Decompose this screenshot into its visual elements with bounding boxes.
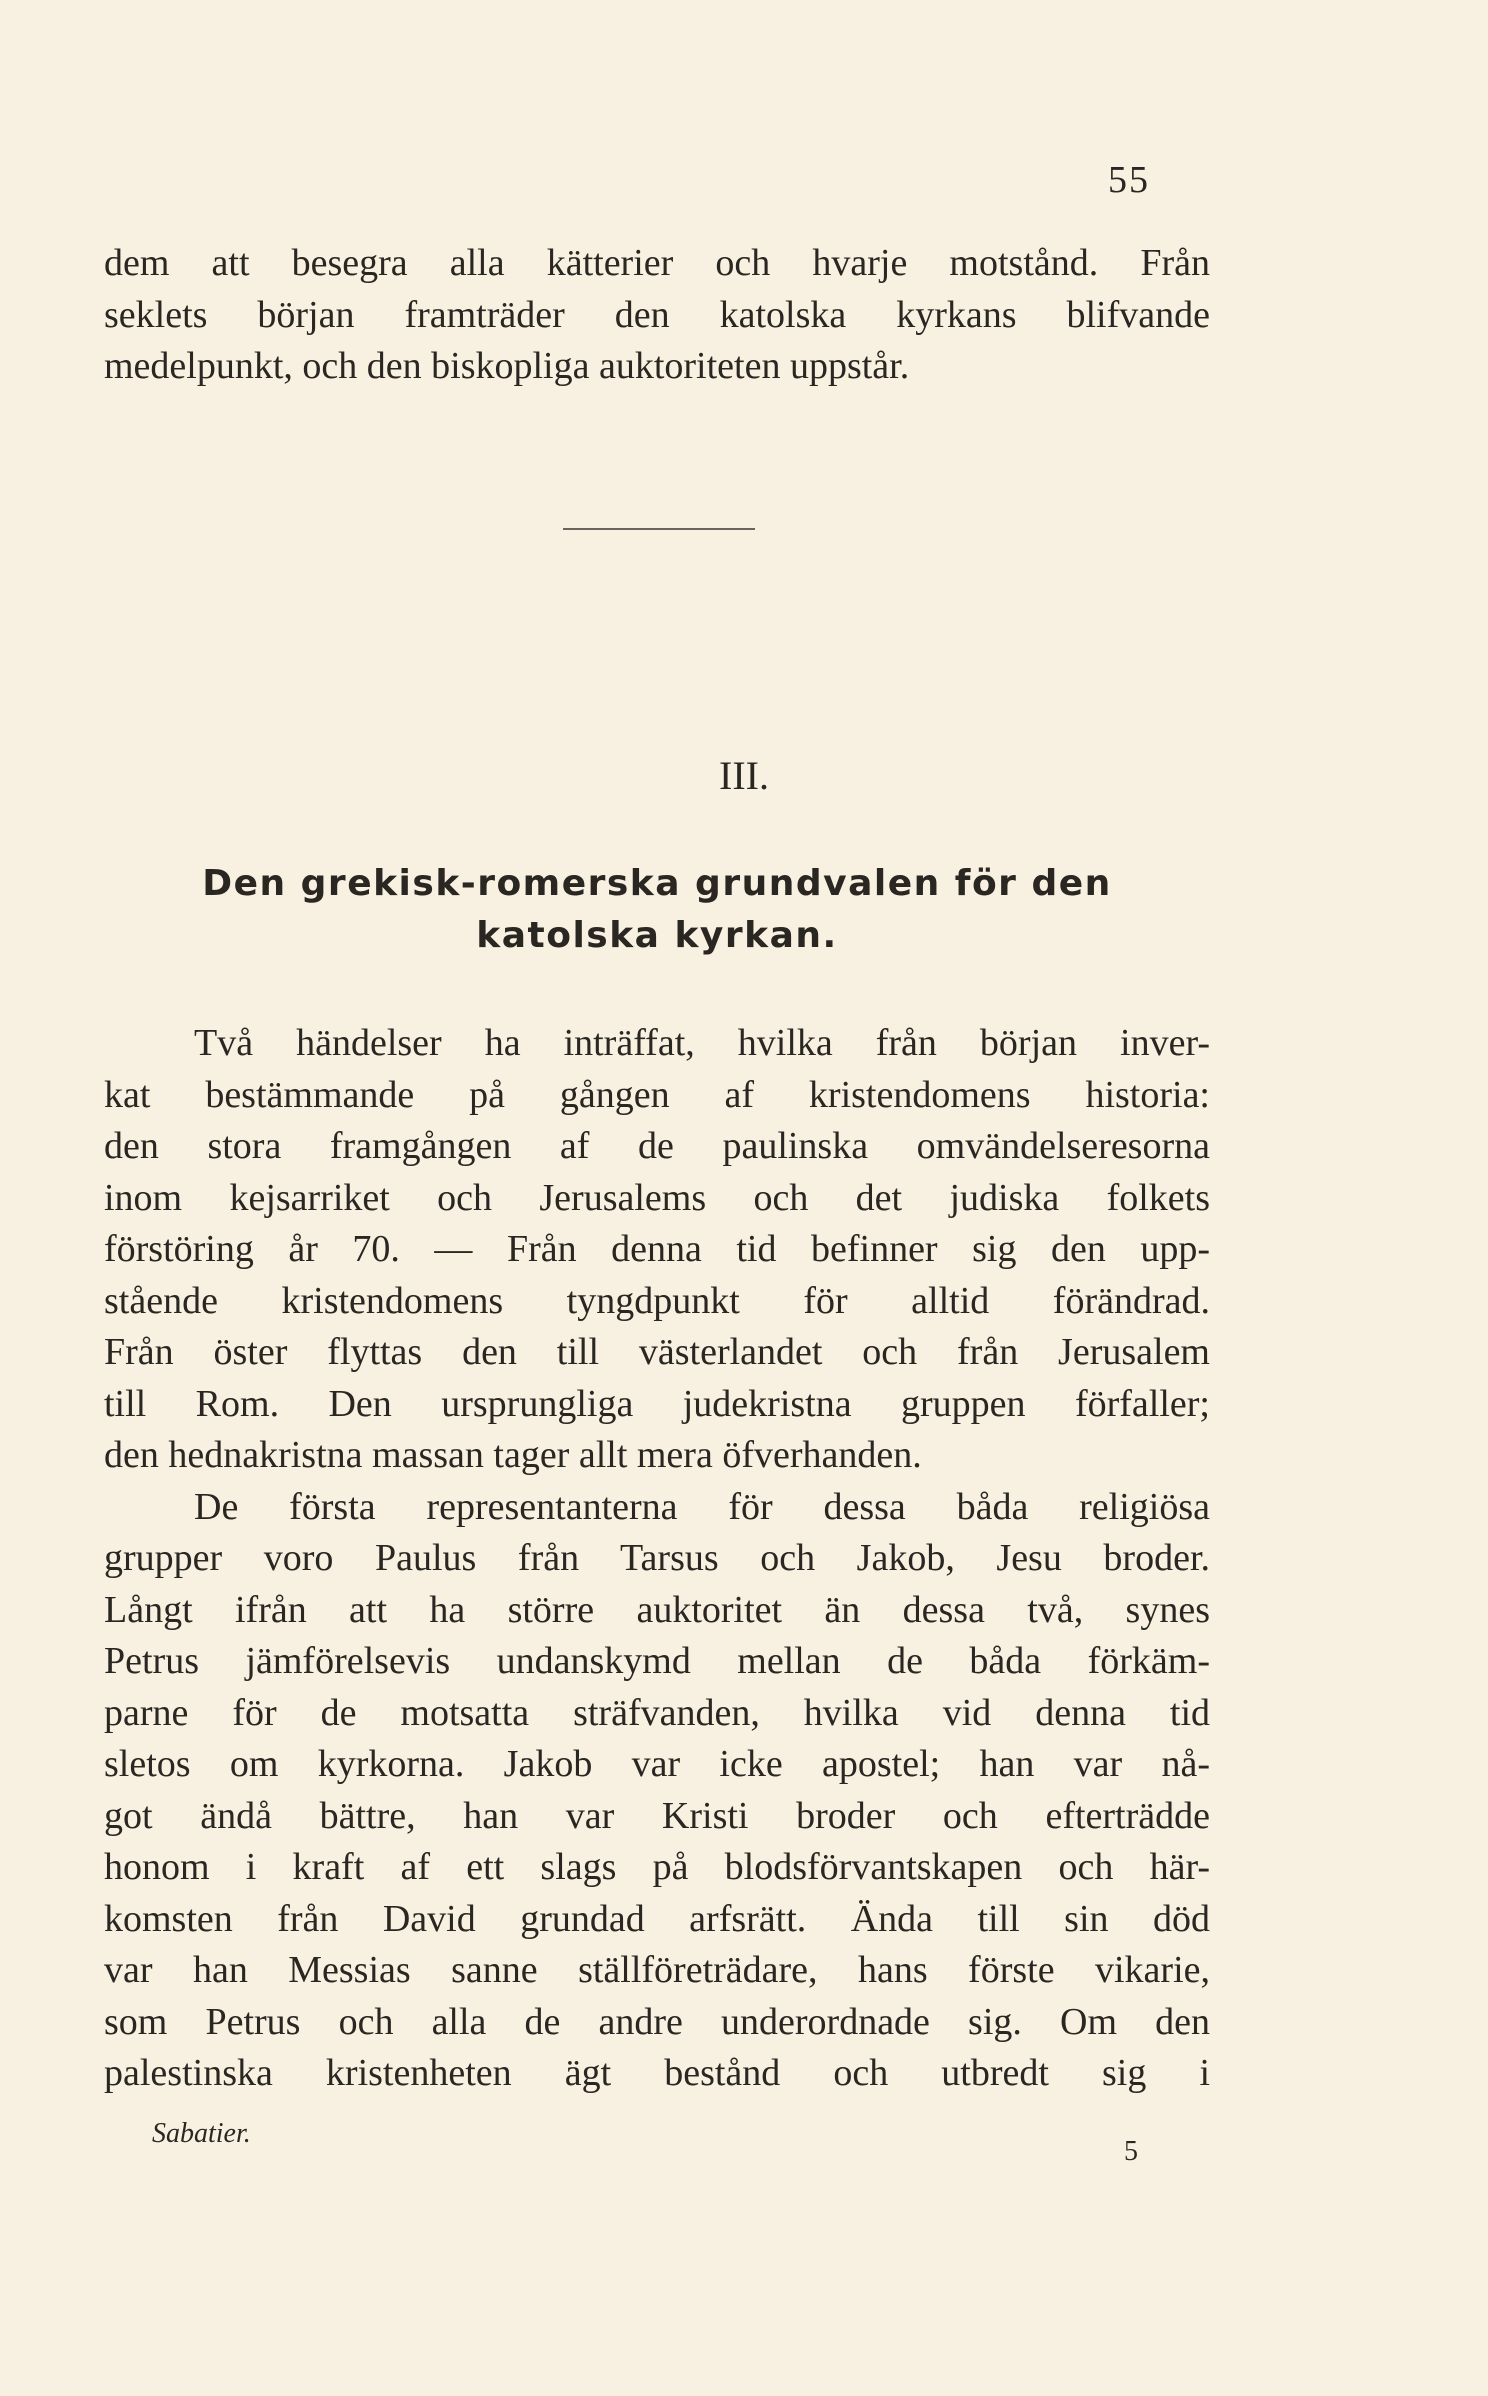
text-line: parne för de motsatta sträfvanden, hvilka vid denna tid [104, 1691, 1210, 1734]
section-title-line: Den grekisk-romerska grundvalen för den [202, 863, 1112, 904]
text-line: De första representanterna för dessa båda religiösa [194, 1485, 1210, 1528]
section-title [104, 858, 1210, 962]
text-line: förstöring år 70. — Från denna tid befinner sig den upp- [104, 1228, 1210, 1270]
text-line: seklets början framträder den katolska kyrkans blifvande [104, 293, 1210, 336]
body-text [104, 1018, 1210, 2100]
text-line: Två händelser ha inträffat, hvilka från början inver- [194, 1022, 1210, 1064]
section-number: III. [719, 753, 769, 798]
text-line: var han Messias sanne ställföreträdare, hans förste vikarie, [104, 1949, 1210, 1991]
text-line: till Rom. Den ursprungliga judekristna gruppen förfaller; [104, 1382, 1210, 1425]
text-line: sletos om kyrkorna. Jakob var icke apostel; han var nå- [104, 1743, 1210, 1785]
text-line: kat bestämmande på gången af kristendomens historia: [104, 1073, 1210, 1116]
text-line: medelpunkt, och den biskopliga auktoriteten uppstår. [104, 345, 910, 387]
text-line: got ändå bättre, han var Kristi broder och efterträdde [104, 1794, 1210, 1837]
text-line: stående kristendomens tyngdpunkt för alltid förändrad. [104, 1279, 1210, 1322]
text-line: Långt ifrån att ha större auktoritet än dessa två, synes [104, 1588, 1210, 1631]
section-divider [563, 528, 755, 530]
text-line: dem att besegra alla kätterier och hvarje motstånd. Från [104, 242, 1210, 284]
text-line: inom kejsarriket och Jerusalems och det judiska folkets [104, 1176, 1210, 1219]
text-line: honom i kraft af ett slags på blodsförvantskapen och här- [104, 1846, 1210, 1888]
text-line: komsten från David grundad arfsrätt. Ända till sin död [104, 1897, 1210, 1940]
page-number: 55 [1108, 159, 1150, 201]
footer-signature: Sabatier. [152, 2118, 251, 2149]
text-line: Från öster flyttas den till västerlandet och från Jerusalem [104, 1331, 1210, 1373]
text-line: palestinska kristenheten ägt bestånd och utbredt sig i [104, 2052, 1210, 2094]
text-line: grupper voro Paulus från Tarsus och Jakob, Jesu broder. [104, 1537, 1210, 1579]
footer-sheet-number: 5 [1124, 2136, 1138, 2167]
text-line: den stora framgången af de paulinska omvändelseresorna [104, 1125, 1210, 1167]
text-line: Petrus jämförelsevis undanskymd mellan de båda förkäm- [104, 1640, 1210, 1682]
intro-paragraph [104, 238, 1210, 393]
text-line: som Petrus och alla de andre underordnade sig. Om den [104, 2000, 1210, 2043]
text-line: den hednakristna massan tager allt mera öfverhanden. [104, 1434, 922, 1476]
section-title-line: katolska kyrkan. [476, 915, 838, 956]
